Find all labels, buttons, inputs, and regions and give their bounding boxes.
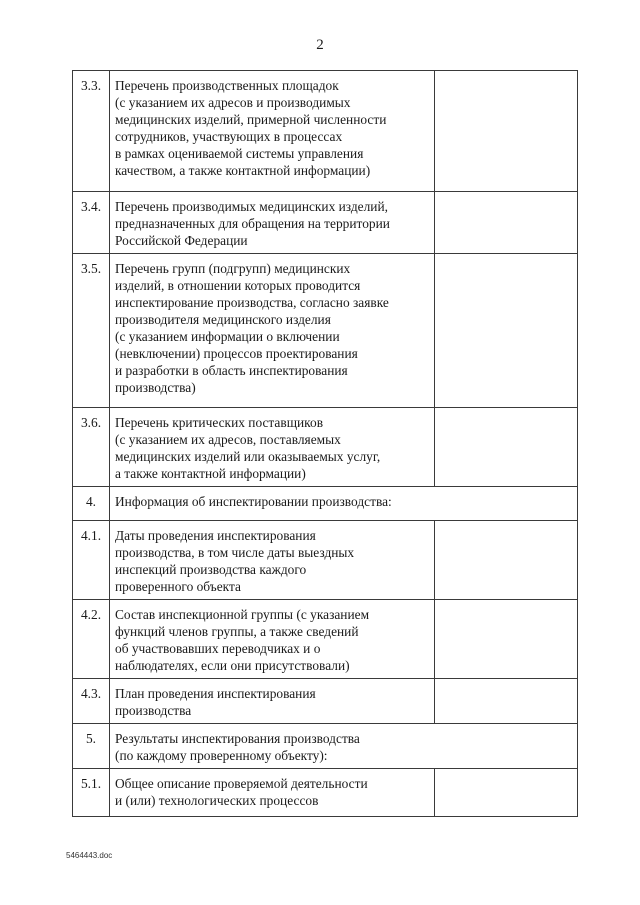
- row-number: 4.1.: [73, 521, 110, 600]
- table-row: [73, 679, 578, 724]
- row-value-cell[interactable]: [435, 679, 578, 724]
- row-number: 3.3.: [73, 71, 110, 192]
- description-line: об участвовавших переводчиках и о: [115, 641, 321, 656]
- description-line: производства: [115, 703, 192, 718]
- row-number: 3.4.: [73, 192, 110, 254]
- description-line: Состав инспекционной группы (с указанием: [115, 607, 370, 622]
- row-value-cell[interactable]: [435, 600, 578, 679]
- description-line: Общее описание проверяемой деятельности: [115, 776, 368, 791]
- row-value-cell[interactable]: [435, 769, 578, 817]
- row-value-cell[interactable]: [435, 192, 578, 254]
- description-line: Перечень производимых медицинских изделий,: [115, 199, 388, 214]
- row-description: [110, 408, 435, 487]
- description-line: медицинских изделий, примерной численности: [115, 112, 387, 127]
- description-line: Перечень критических поставщиков: [115, 415, 324, 430]
- row-description: [110, 679, 435, 724]
- row-number: 4.3.: [73, 679, 110, 724]
- row-description: [110, 724, 578, 769]
- row-number: 5.1.: [73, 769, 110, 817]
- table-row: [73, 408, 578, 487]
- description-line: в рамках оцениваемой системы управления: [115, 146, 364, 161]
- page-number: 2: [316, 37, 324, 53]
- row-value-cell[interactable]: [435, 408, 578, 487]
- description-line: Перечень групп (подгрупп) медицинских: [115, 261, 351, 276]
- description-line: План проведения инспектирования: [115, 686, 316, 701]
- row-value-cell[interactable]: [435, 254, 578, 408]
- row-number: 3.5.: [73, 254, 110, 408]
- row-description: [110, 769, 435, 817]
- description-line: качеством, а также контактной информации): [115, 163, 371, 178]
- table-row: [73, 600, 578, 679]
- row-description: [110, 71, 435, 192]
- table-row: [73, 71, 578, 192]
- description-line: (невключении) процессов проектирования: [115, 346, 358, 361]
- table-row: [73, 487, 578, 521]
- description-line: изделий, в отношении которых проводится: [115, 278, 361, 293]
- description-line: производства, в том числе даты выездных: [115, 545, 355, 560]
- description-line: сотрудников, участвующих в процессах: [115, 129, 343, 144]
- description-line: инспекций производства каждого: [115, 562, 307, 577]
- row-description: [110, 254, 435, 408]
- description-line: Результаты инспектирования производства: [115, 731, 360, 746]
- table-row: [73, 769, 578, 817]
- row-number: 5.: [73, 724, 110, 769]
- row-number: 3.6.: [73, 408, 110, 487]
- table-body: [73, 71, 578, 817]
- description-line: предназначенных для обращения на территории: [115, 216, 390, 231]
- description-line: инспектирование производства, согласно заявке: [115, 295, 389, 310]
- description-line: производства): [115, 380, 196, 395]
- description-line: медицинских изделий или оказываемых услуг,: [115, 449, 381, 464]
- description-line: наблюдателях, если они присутствовали): [115, 658, 350, 673]
- table-row: [73, 521, 578, 600]
- row-number: 4.: [73, 487, 110, 521]
- row-value-cell[interactable]: [435, 521, 578, 600]
- description-line: (с указанием их адресов и производимых: [115, 95, 351, 110]
- description-line: Перечень производственных площадок: [115, 78, 339, 93]
- row-value-cell[interactable]: [435, 71, 578, 192]
- description-line: (по каждому проверенному объекту):: [115, 748, 328, 763]
- description-line: а также контактной информации): [115, 466, 306, 481]
- document-table: [72, 70, 578, 817]
- table-row: [73, 254, 578, 408]
- description-line: функций членов группы, а также сведений: [115, 624, 359, 639]
- table-row: [73, 724, 578, 769]
- description-line: Даты проведения инспектирования: [115, 528, 316, 543]
- description-line: проверенного объекта: [115, 579, 241, 594]
- description-line: и (или) технологических процессов: [115, 793, 319, 808]
- row-description: [110, 600, 435, 679]
- footer-file-code: 5464443.doc: [66, 851, 113, 860]
- row-description: [110, 192, 435, 254]
- row-description: [110, 521, 435, 600]
- description-line: и разработки в область инспектирования: [115, 363, 348, 378]
- description-line: (с указанием их адресов, поставляемых: [115, 432, 341, 447]
- description-line: Информация об инспектировании производства:: [115, 494, 392, 509]
- description-line: Российской Федерации: [115, 233, 248, 248]
- description-line: (с указанием информации о включении: [115, 329, 340, 344]
- description-line: производителя медицинского изделия: [115, 312, 331, 327]
- row-description: [110, 487, 578, 521]
- table-row: [73, 192, 578, 254]
- row-number: 4.2.: [73, 600, 110, 679]
